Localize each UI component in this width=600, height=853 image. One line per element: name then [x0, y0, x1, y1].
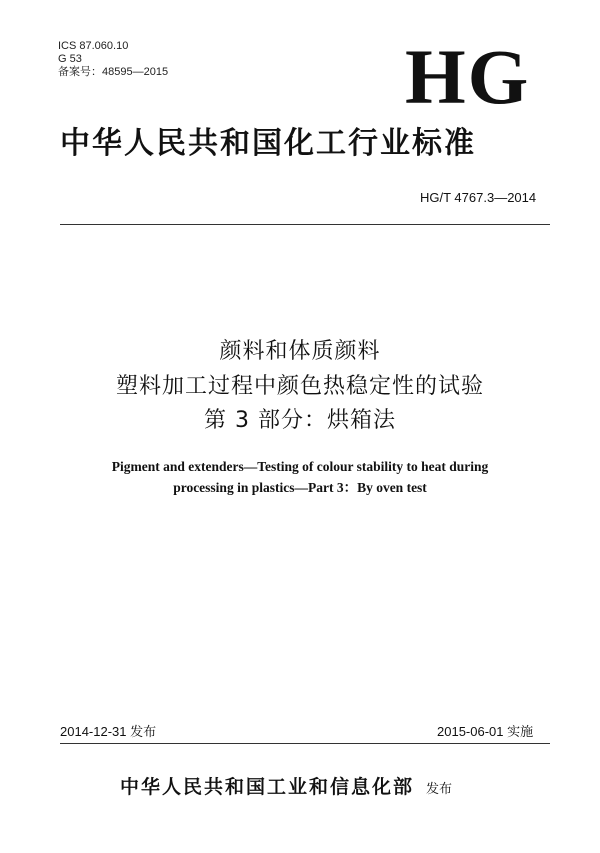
issuer	[120, 772, 452, 799]
filing-number: 备案号：48595—2015	[58, 66, 169, 78]
cn-title-line-2: 塑料加工过程中颜色热稳定性的试验	[115, 374, 484, 399]
cn-title-line-1: 颜料和体质颜料	[219, 339, 381, 364]
en-title-line-1: Pigment and extenders—Testing of colour stability to heat during	[111, 459, 489, 474]
issuer-suffix: 发布	[426, 782, 453, 797]
en-title-line-2: processing in plastics—Part 3：By oven test	[173, 480, 427, 495]
category-code: G 53	[58, 53, 82, 65]
publish-date: 2014-12-31 发布	[60, 724, 157, 739]
issuer-name: 中华人民共和国工业和信息化部	[120, 776, 415, 798]
bottom-divider	[60, 743, 550, 744]
cn-title-line-3: 第 3 部分：烘箱法	[204, 408, 396, 433]
ics-code: ICS 87.060.10	[58, 40, 129, 52]
implement-date: 2015-06-01 实施	[437, 724, 534, 739]
standard-number: HG/T 4767.3—2014	[420, 190, 537, 205]
top-divider	[60, 224, 550, 225]
standard-title: 中华人民共和国化工行业标准	[60, 126, 476, 161]
hg-logo: HG	[405, 33, 531, 120]
